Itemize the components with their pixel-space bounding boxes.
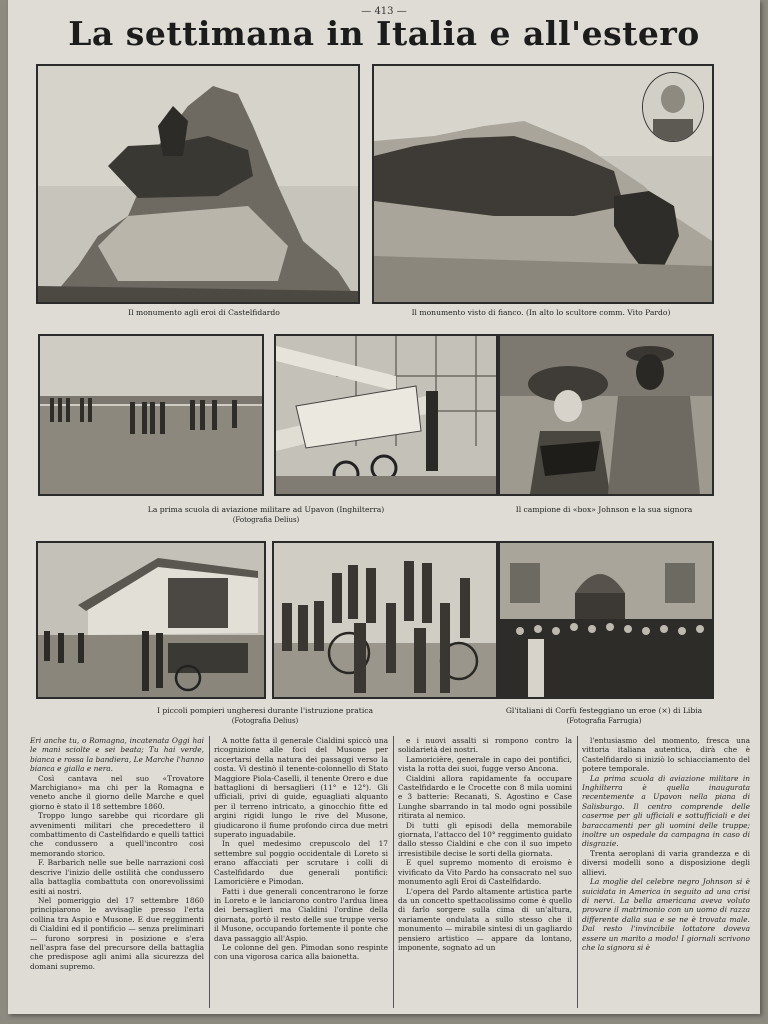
article-paragraph: Trenta aeroplani di varia grandezza e di diversi modelli sono a disposizione degli allievi. <box>582 848 750 877</box>
photo-italians-of-corfu <box>498 541 714 699</box>
caption-firemen-credit: (Fotografia Delius) <box>231 717 299 725</box>
column-divider <box>393 736 394 1008</box>
article-paragraph: Le colonne del gen. Pimodan sono respinte con una vigorosa carica alla baionetta. <box>214 942 388 962</box>
article-paragraph: La prima scuola di aviazione militare in Inghilterra è quella inaugurata recentemente a Upavon nella piana di Salisburgo. Il centro comprende delle caserme per gli ufficiali e sottufficiali e dei baraccamenti per gli uomini delle truppe; inoltre un ospedale da campagna in caso di disgrazie. <box>582 773 750 849</box>
photo-castelfidardo-monument <box>36 64 360 304</box>
article-paragraph: Di tutti gli episodi della memorabile giornata, l'attacco del 10° reggimento guidato dallo stesso Cialdini e che con il suo impeto irresistibile decise le sorti della giornata. <box>398 820 572 858</box>
article-paragraph: A notte fatta il generale Cialdini spiccò una ricognizione alle foci del Musone per accertarsi della natura dei passaggi verso la costa. Vi destinò il tenente-colonnello di Stato Maggiore Piola-Caselli, il tenente Orero e due battaglioni di bersaglieri (11° e 12°). Gli ufficiali, privi di guide, eguagliati alquanto per il terreno intricato, a ginocchio fitte ed argini rigidi lungo le rive del Musone, giudicarono il fiume profondo circa due metri superato inguadabile. <box>214 736 388 840</box>
article-paragraph: L'opera del Pardo altamente artistica parte da un concetto spettacolissimo come è quello di farlo sorgere sulla cima di un'altura, variamente ondulata a sullo stesso che il monumento — mirabile sintesi di un gagliardo pensiero artistico — appare da lontano, imponente, sognato ad un <box>398 886 572 952</box>
article-paragraph: Lamoricière, generale in capo dei pontifici, vista la rotta dei suoi, fugge verso Ancona. <box>398 754 572 774</box>
caption-aviation-school-credit: (Fotografia Delius) <box>232 516 300 524</box>
photo-boxer-johnson-and-wife <box>498 334 714 496</box>
article-paragraph: Nel pomeriggio del 17 settembre 1860 principiarono le avvisaglie presso l'erta collina tra Aspio e Musone. E due reggimenti di Cialdini ed il pontificio — senza preliminari — furono sorpresi in posizione e s'era nell'aspra fase del precursore della battaglia che predispose agli animi alla sicurezza del domani supremo. <box>30 895 204 971</box>
caption-corfu-text: Gl'italiani di Corfù festeggiano un eroe (×) di Libia <box>505 706 703 715</box>
photo-hungarian-firemen-group <box>272 541 498 699</box>
article-column-2 <box>214 736 388 1008</box>
photo-hungarian-firemen-wagon <box>36 541 266 699</box>
article-paragraph: In quel medesimo crepuscolo del 17 settembre sul poggio occidentale di Loreto si erano affacciati per scrutare i colli di Castelfidardo due generali pontifici: Lamoricière e Pimodan. <box>214 839 388 887</box>
article-paragraph: Fatti i due generali concentrarono le forze in Loreto e le lanciarono contro l'ardua linea dei bersaglieri ma Cialdini l'ordine della giornata, portò il resto delle sue truppe verso il Musone, occupando fortemente il ponte che dava passaggio all'Aspio. <box>214 886 388 943</box>
column-divider <box>209 736 210 1008</box>
caption-johnson: Il campione di «box» Johnson e la sua signora <box>515 505 693 514</box>
newspaper-page <box>8 0 760 1014</box>
page-number: — 413 — <box>361 6 407 17</box>
caption-firemen <box>36 706 494 726</box>
photo-aviation-biplane <box>274 334 498 496</box>
caption-firemen-text: I piccoli pompieri ungheresi durante l'istruzione pratica <box>156 706 374 715</box>
caption-aviation-school <box>38 505 494 525</box>
article-paragraph: Cialdini allora rapidamente fa occupare Castelfidardo e le Crocette con 8 mila uomini e 3 batterie: Recanati, S. Agostino e Case Lunghe sbarrando in tal modo ogni possibile ritirata al nemico. <box>398 773 572 821</box>
article-column-4 <box>582 736 750 1008</box>
article-paragraph: Troppo lungo sarebbe qui ricordare gli avvenimenti militari che precedettero il combattimento di Castelfidardo e quelli tattici che condussero a quell'incontro così memorando storico. <box>30 811 204 858</box>
caption-corfu <box>498 706 710 726</box>
caption-monument: Il monumento agli eroi di Castelfidardo <box>128 308 280 317</box>
article-paragraph: F. Barbarich nelle sue belle narrazioni così descrive l'inizio delle ostilità che condussero alla battaglia combattuta con onorevolissimi esiti ai nostri. <box>30 858 204 896</box>
article-paragraph: La moglie del celebre negro Johnson si è suicidata in America in seguito ad una crisi di nervi. La bella americana aveva voluto provare il matrimonio con un uomo di razza differente dalla sua e se ne è trovata male. Dal resto l'invincibile lottatore doveva essere un marito a modo! I giornali scrivono che la signora si è <box>582 877 750 952</box>
page-headline: La settimana in Italia e all'estero <box>68 14 700 53</box>
article-paragraph: l'entusiasmo del momento, fresca una vittoria italiana autentica, dirà che è Castelfidardo si iniziò lo schiacciamento del potere temporale. <box>582 736 750 774</box>
article-paragraph: Eri anche tu, o Romagna, incatenata Oggi hai le mani sciolte e sei beata; Tu hai verde, bianca e rossa la bandiera, Le Marche l'hanno bianca e gialla e nera. <box>30 736 204 774</box>
article-paragraph: E quel supremo momento di eroismo è vivificato da Vito Pardo ha consacrato nel suo monumento agli Eroi di Castelfidardo. <box>398 858 572 887</box>
article-column-3 <box>398 736 572 1008</box>
article-paragraph: Così cantava nel suo «Trovatore Marchigiano» ma chi per la Romagna e veneto anche il giorno delle Marche e quel giorno è stato il 18 settembre 1860. <box>30 773 204 811</box>
portrait-sculptor-vito-pardo <box>642 72 704 142</box>
photo-aviation-school-troops <box>38 334 264 496</box>
article-paragraph: e i nuovi assalti si rompono contro la solidarietà dei nostri. <box>398 736 572 755</box>
column-divider <box>577 736 578 1008</box>
photo-monument-side-view <box>372 64 714 304</box>
caption-aviation-school-text: La prima scuola di aviazione militare ad Upavon (Inghilterra) <box>147 505 385 514</box>
caption-corfu-credit: (Fotografia Farrugia) <box>566 717 642 725</box>
article-column-1 <box>30 736 204 1008</box>
caption-monument-side: Il monumento visto di fianco. (In alto lo scultore comm. Vito Pardo) <box>411 308 671 317</box>
